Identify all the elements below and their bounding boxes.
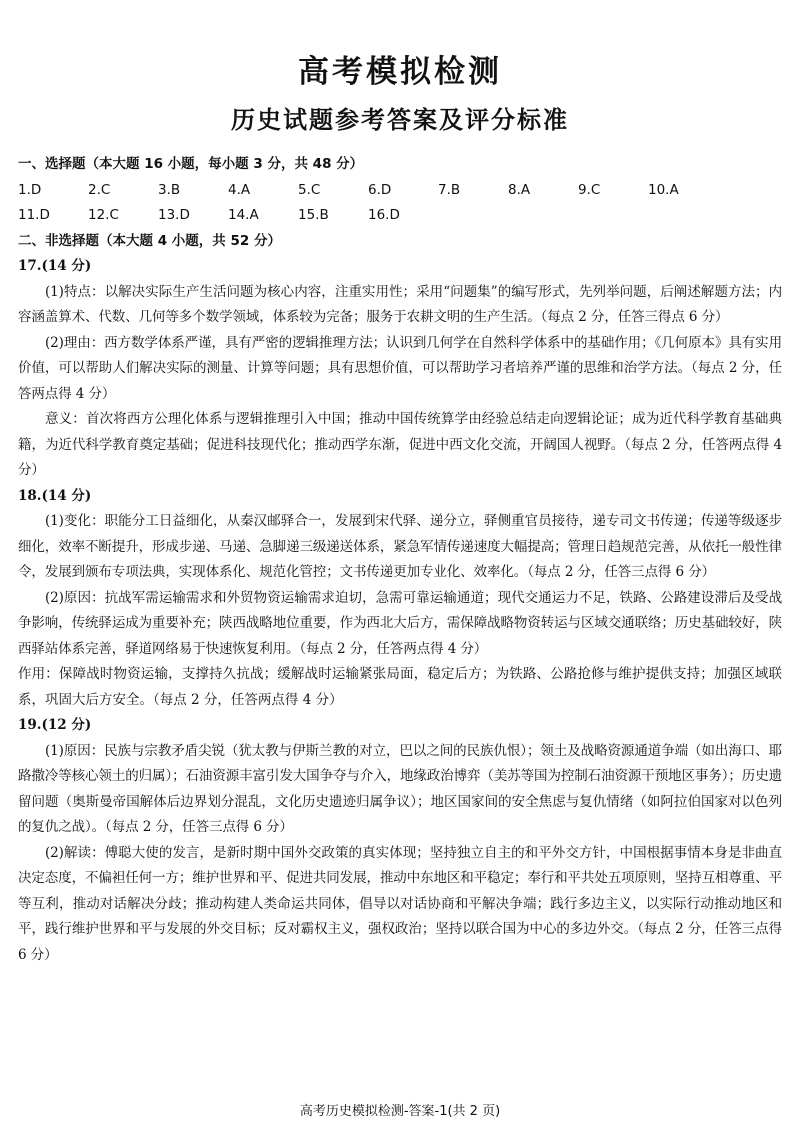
question-17-significance: 意义：首次将西方公理化体系与逻辑推理引入中国；推动中国传统算学由经验总结走向逻辑论证；成为近代科学教育基础典籍，为近代科学教育奠定基础；促进科技现代化；推动西学东渐，促进中西文化交流，开阔国人视野。（每点 2 分，任答两点得 4 分） (18, 411, 782, 478)
question-19-part2: (2)解读：傅聪大使的发言，是新时期中国外交政策的真实体现；坚持独立自主的和平外交方针，中国根据事情本身是非曲直决定态度，不偏袒任何一方；维护世界和平、促进共同发展，推动中东地区和平稳定；奉行和平共处五项原则，坚持互相尊重、平等互利，推动对话解决分歧；推动构建人类命运共同体，倡导以对话协商和平解决争端；践行多边主义，以实际行动推动地区和平，践行维护世界和平与发展的外交目标；反对霸权主义，强权政治；坚持以联合国为中心的多边外交。（每点 2 分，任答三点得 6 分） (18, 844, 782, 963)
answer-item: 12.C (88, 207, 119, 223)
answers-row-1 (18, 178, 782, 204)
answer-item: 9.C (578, 181, 601, 198)
page-subtitle: 历史试题参考答案及评分标准 (231, 106, 569, 134)
answer-item: 8.A (508, 181, 531, 198)
answer-item: 5.C (298, 181, 321, 198)
question-18-part1: (1)变化：职能分工日益细化，从秦汉邮驿合一，发展到宋代驿、递分立，驿侧重官员接待，递专司文书传递；传递等级逐步细化，效率不断提升，形成步递、马递、急脚递三级递送体系，紧急军情传递速度大幅提高；管理日趋规范完善，从依托一般性律令，发展到颁布专项法典，实现体系化、规范化管控；文书传递更加专业化、效率化。（每点 2 分，任答三点得 6 分） (18, 513, 782, 580)
answer-item: 14.A (228, 207, 259, 223)
page-title: 高考模拟检测 (298, 54, 502, 90)
answer-item: 4.A (228, 181, 251, 198)
document-body (18, 152, 782, 968)
question-18-effect: 作用：保障战时物资运输，支撑持久抗战；缓解战时运输紧张局面，稳定后方；为铁路、公路抢修与维护提供支持；加强区域联系，巩固大后方安全。（每点 2 分，任答两点得 4 分） (18, 666, 782, 708)
question-17-label: 17.(14 分) (18, 258, 92, 274)
answer-item: 2.C (88, 181, 111, 198)
answer-item: 1.D (18, 181, 42, 198)
question-18-part2: (2)原因：抗战军需运输需求和外贸物资运输需求迫切，急需可靠运输通道；现代交通运力不足，铁路、公路建设滞后及受战争影响，传统驿运成为重要补充；陕西战略地位重要，作为西北大后方，需保障战略物资转运与区域交通联络；历史基础较好，陕西驿站体系完善，驿道网络易于快速恢复利用。（每点 2 分，任答两点得 4 分） (18, 589, 782, 657)
question-19-label: 19.(12 分) (18, 717, 92, 733)
question-18-label: 18.(14 分) (18, 487, 92, 504)
answer-item: 10.A (648, 181, 679, 198)
answer-item: 7.B (438, 181, 461, 198)
page-footer: 高考历史模拟检测-答案-1(共 2 页) (299, 1104, 501, 1119)
section-heading-choice: 一、选择题（本大题 16 小题，每小题 3 分，共 48 分） (18, 156, 364, 172)
answer-item: 3.B (158, 181, 181, 198)
question-19-part1: (1)原因：民族与宗教矛盾尖锐（犹太教与伊斯兰教的对立，巴以之间的民族仇恨）；领土及战略资源通道争端（如出海口、耶路撒冷等核心领土的归属）；石油资源丰富引发大国争夺与介入，地缘政治博弈（美苏等国为控制石油资源干预地区事务）；历史遗留问题（奥斯曼帝国解体后边界划分混乱，文化历史遗迹归属争议）；地区国家间的安全焦虑与复仇情绪（如阿拉伯国家对以色列的复仇之战）。（每点 2 分，任答三点得 6 分） (18, 742, 782, 835)
answers-row-2 (18, 203, 782, 229)
answer-item: 6.D (368, 181, 392, 198)
answer-item: 16.D (368, 207, 400, 223)
answer-item: 15.B (298, 207, 329, 223)
section-heading-non-choice: 二、非选择题（本大题 4 小题，共 52 分） (18, 232, 281, 249)
question-17-part1: (1)特点：以解决实际生产生活问题为核心内容，注重实用性；采用“问题集”的编写形式，先列举问题，后阐述解题方法；内容涵盖算术、代数、几何等多个数学领域，体系较为完备；服务于农耕文明的生产生活。（每点 2 分，任答三得点 6 分） (18, 283, 782, 325)
question-17-part2: (2)理由：西方数学体系严谨，具有严密的逻辑推理方法；认识到几何学在自然科学体系中的基础作用；《几何原本》具有实用价值，可以帮助人们解决实际的测量、计算等问题；具有思想价值，可以帮助学习者培养严谨的思维和治学方法。（每点 2 分，任答两点得 4 分） (18, 334, 782, 402)
answer-item: 13.D (158, 207, 190, 223)
answer-item: 11.D (18, 207, 50, 223)
